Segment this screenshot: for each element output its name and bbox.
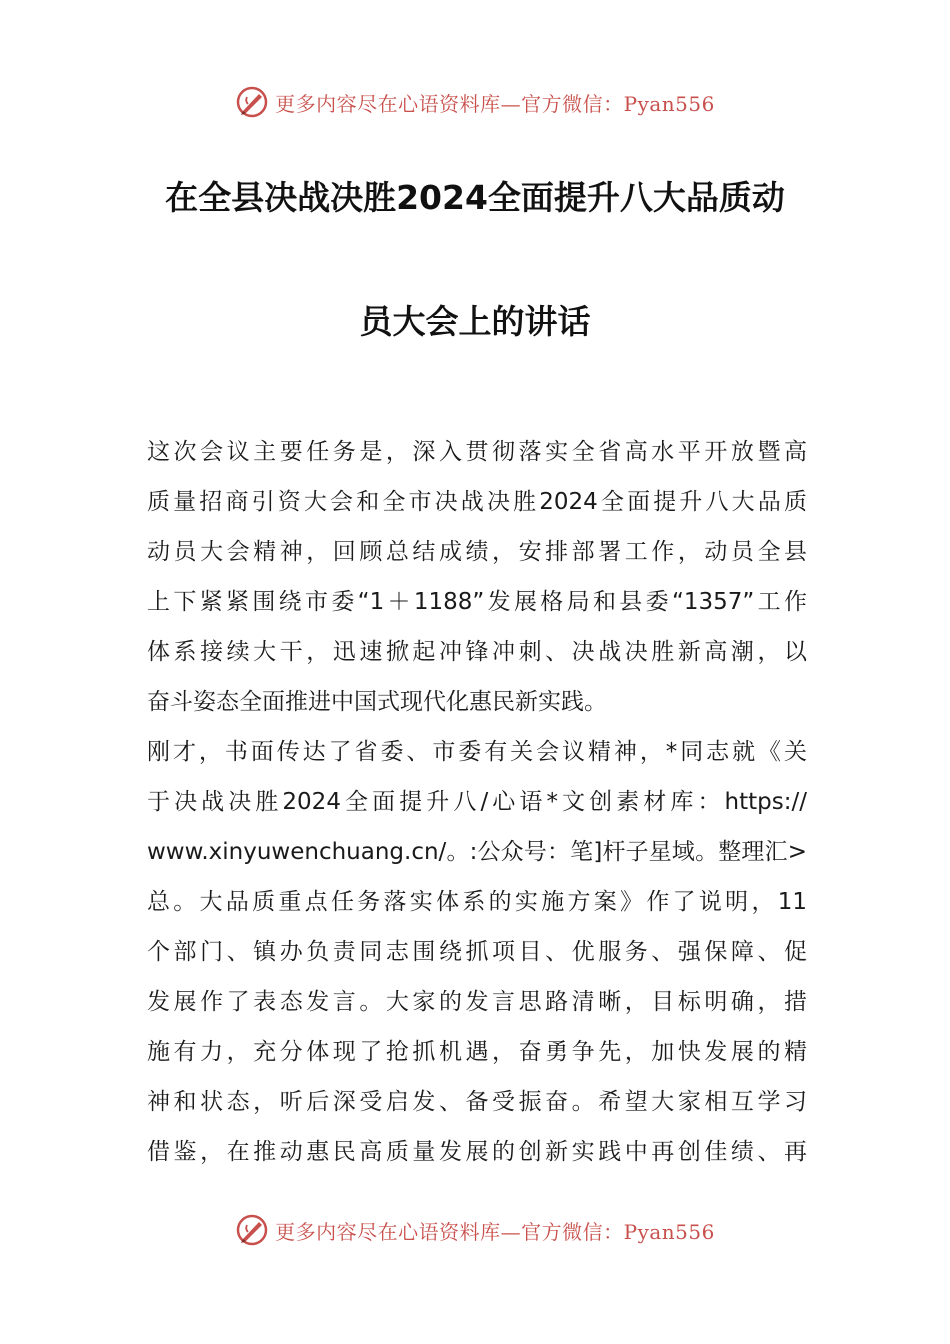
document-title-line1: 在全县决战决胜2024全面提升八大品质动 bbox=[165, 178, 785, 217]
body-line: 施有力，充分体现了抢抓机遇，奋勇争先，加快发展的精 bbox=[147, 1039, 807, 1065]
watermark-header bbox=[0, 82, 950, 122]
watermark-text: 更多内容尽在心语资料库—官方微信：Pyan556 bbox=[275, 91, 715, 116]
body-line: 动员大会精神，回顾总结成绩，安排部署工作，动员全县 bbox=[147, 539, 807, 565]
body-line: 质量招商引资大会和全市决战决胜2024全面提升八大品质 bbox=[147, 489, 807, 515]
body-text bbox=[147, 427, 807, 1177]
document-title-line2: 员大会上的讲话 bbox=[359, 302, 591, 341]
body-line: www.xinyuwenchuang.cn/。:公众号：笔]杆子星域。整理汇> bbox=[147, 839, 807, 865]
body-line: 这次会议主要任务是，深入贯彻落实全省高水平开放暨高 bbox=[147, 439, 807, 465]
body-line: 借鉴，在推动惠民高质量发展的创新实践中再创佳绩、再 bbox=[147, 1139, 807, 1165]
pen-logo-icon bbox=[235, 85, 269, 119]
body-line: 于决战决胜2024全面提升八/心语*文创素材库：https:// bbox=[147, 789, 807, 815]
body-line: 总。大品质重点任务落实体系的实施方案》作了说明，11 bbox=[147, 889, 807, 915]
body-line: 发展作了表态发言。大家的发言思路清晰，目标明确，措 bbox=[147, 989, 807, 1015]
watermark-text: 更多内容尽在心语资料库—官方微信：Pyan556 bbox=[275, 1219, 715, 1244]
body-line: 神和状态，听后深受启发、备受振奋。希望大家相互学习 bbox=[147, 1089, 807, 1115]
body-line: 体系接续大干，迅速掀起冲锋冲刺、决战决胜新高潮，以 bbox=[147, 639, 807, 665]
body-line: 奋斗姿态全面推进中国式现代化惠民新实践。 bbox=[147, 689, 607, 715]
body-line: 上下紧紧围绕市委“1＋1188”发展格局和县委“1357”工作 bbox=[147, 589, 807, 615]
body-line: 刚才，书面传达了省委、市委有关会议精神，*同志就《关 bbox=[147, 739, 807, 765]
pen-logo-icon bbox=[235, 1213, 269, 1247]
watermark-footer bbox=[0, 1210, 950, 1250]
body-line: 个部门、镇办负责同志围绕抓项目、优服务、强保障、促 bbox=[147, 939, 807, 965]
